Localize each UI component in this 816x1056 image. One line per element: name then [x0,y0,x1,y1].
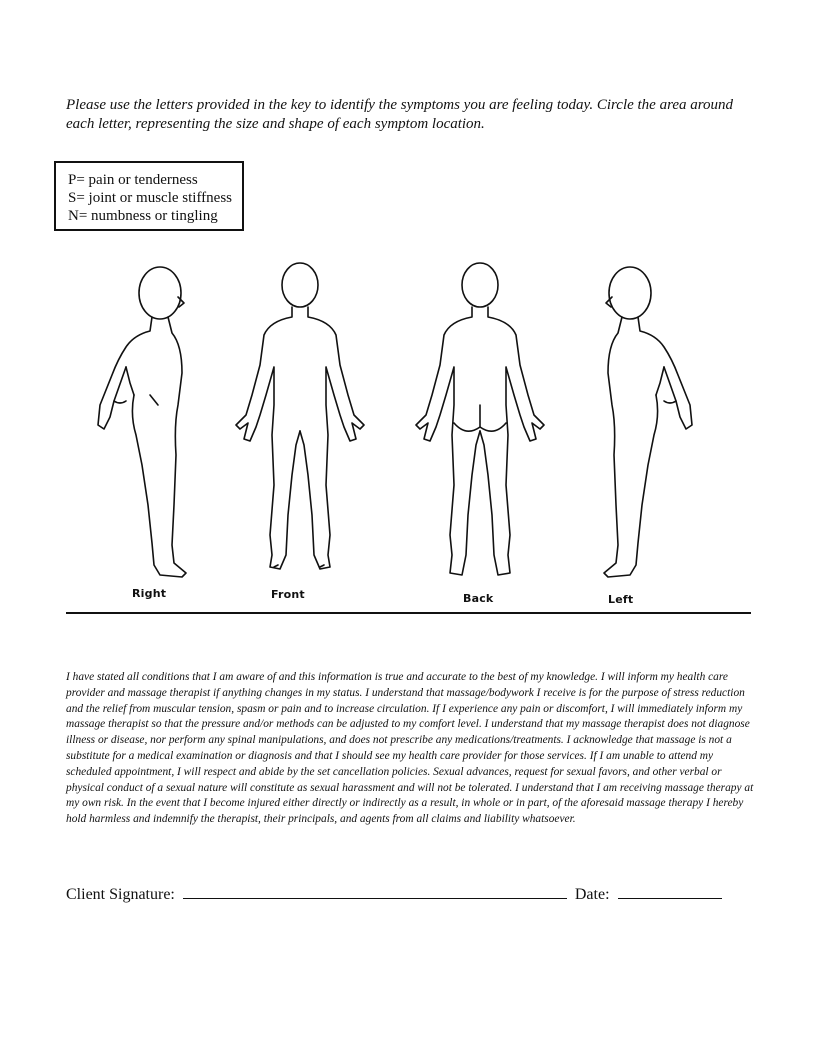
key-item-pain: P= pain or tenderness [68,172,198,188]
body-outlines[interactable] [60,255,760,615]
client-signature-label: Client Signature: [66,886,175,903]
section-divider [66,612,751,614]
figure-label-left: Left [608,593,634,606]
date-field[interactable] [618,884,722,899]
consent-statement: I have stated all conditions that I am aware of and this information is true and accurate to the best of my knowledge. I will inform my health care provider and massage therapist if anything changes in my status. I understand that massage/bodywork I receive is for the purpose of stress reduction and the relief from muscular tension, spasm or pain and to increase circulation. If I experience any pain or discomfort, I will immediately inform my massage therapist so that the pressure and/or methods can be adjusted to my comfort level. I understand that my massage therapist does not diagnose illness or disease, nor perform any spinal manipulations, and does not prescribe any medications/treatments. I acknowledge that massage is not a substitute for a medical examination or diagnosis and that I should see my health care provider for those services. If I am unable to attend my scheduled appointment, I will respect and abide by the set cancellation policies. Sexual advances, request for sexual favors, and other verbal or physical conduct of a sexual nature will constitute as sexual harassment and will not be tolerated. I understand that I am receiving massage therapy at my own risk. In the event that I become injured either directly or indirectly as a result, in whole or in part, of the aforesaid massage therapy I hereby hold harmless and indemnify the therapist, their principals, and agents from all claims and liability whatsoever. [66,671,754,826]
date-label: Date: [574,886,610,903]
figure-label-back: Back [463,592,494,605]
signature-row [66,884,756,905]
figure-label-right: Right [132,587,167,600]
instructions-text: Please use the letters provided in the key to identify the symptoms you are feeling today. Circle the area around each letter, representing the size and shape of each symptom location. [66,97,734,132]
key-item-numbness: N= numbness or tingling [68,208,218,224]
body-figure-front [236,263,364,569]
body-diagram[interactable] [60,255,760,615]
symptom-key-box [54,161,244,231]
client-signature-field[interactable] [183,884,567,899]
body-figure-left [604,267,692,577]
body-figure-right [98,267,186,577]
key-item-stiffness: S= joint or muscle stiffness [68,190,233,206]
figure-label-front: Front [271,588,305,601]
body-figure-back [416,263,544,575]
